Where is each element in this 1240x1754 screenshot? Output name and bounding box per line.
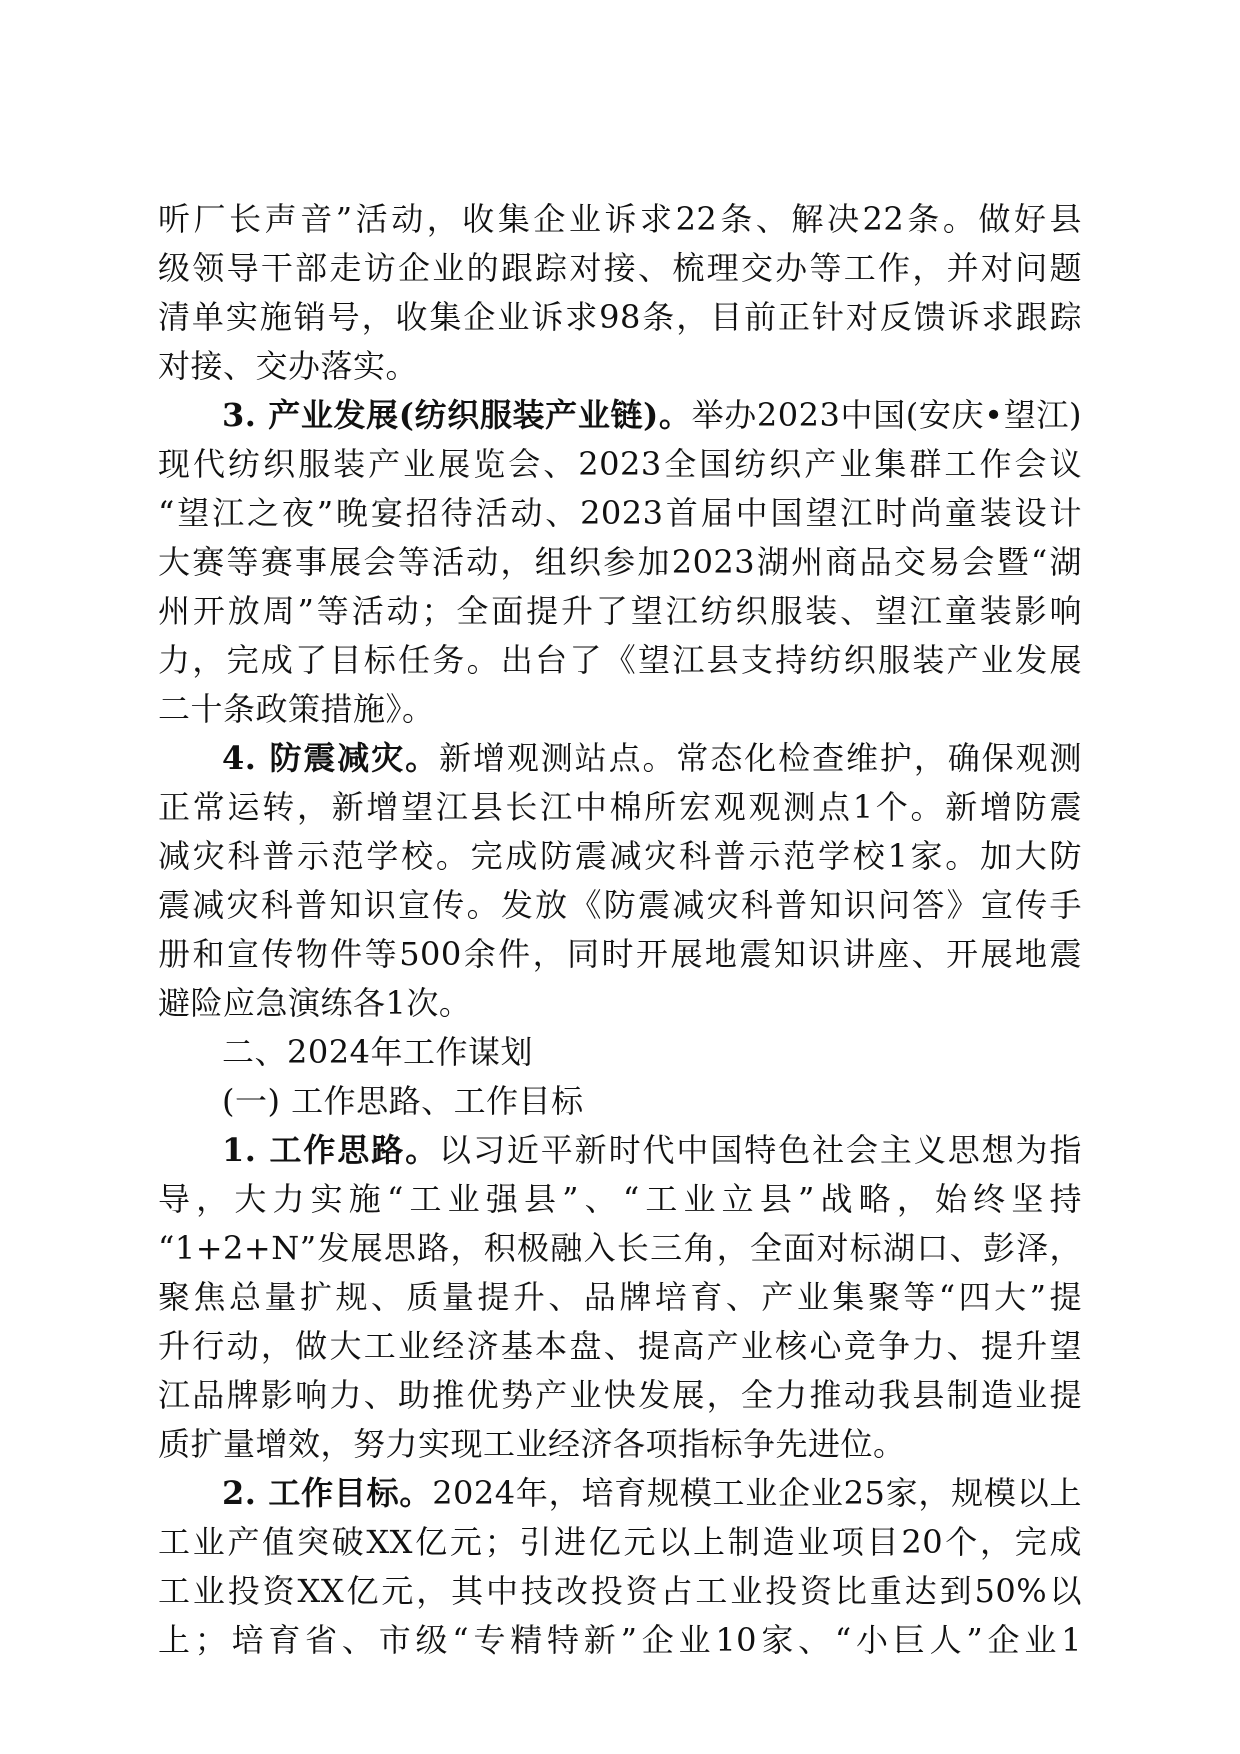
- text-line: [158, 1126, 1082, 1175]
- text-line: 导，大力实施“工业强县”、“工业立县”战略，始终坚持: [158, 1180, 1082, 1218]
- text-line: 聚焦总量扩规、质量提升、品牌培育、产业集聚等“四大”提: [158, 1278, 1082, 1316]
- text-line: 江品牌影响力、助推优势产业快发展，全力推动我县制造业提: [158, 1376, 1082, 1414]
- paragraph-enterprise-appeals: [158, 195, 1082, 391]
- text-line: 震减灾科普知识宣传。发放《防震减灾科普知识问答》宣传手: [158, 886, 1082, 924]
- paragraph-earthquake-prevention: [158, 734, 1082, 1028]
- text-line: 减灾科普示范学校。完成防震减灾科普示范学校1家。加大防: [158, 837, 1082, 875]
- document-page: [158, 195, 1082, 1665]
- text-line: 大赛等赛事展会等活动，组织参加2023湖州商品交易会暨“湖: [158, 543, 1082, 581]
- paragraph-work-approach: [158, 1126, 1082, 1469]
- text-line: 力，完成了目标任务。出台了《望江县支持纺织服装产业发展: [158, 641, 1082, 679]
- text-line: [158, 1469, 1082, 1518]
- text-line: [158, 734, 1082, 783]
- item-heading: 1. 工作思路。: [222, 1131, 440, 1169]
- item-text: 2024年，培育规模工业企业25家，规模以上: [432, 1474, 1082, 1512]
- item-text: 举办2023中国(安庆•望江): [691, 396, 1082, 434]
- text-line: 清单实施销号，收集企业诉求98条，目前正针对反馈诉求跟踪: [158, 298, 1082, 336]
- item-heading: 4. 防震减灾。: [222, 739, 440, 777]
- item-heading: 3. 产业发展(纺织服装产业链)。: [222, 396, 692, 434]
- text-line: 州开放周”等活动；全面提升了望江纺织服装、望江童装影响: [158, 592, 1082, 630]
- text-line: 工业投资XX亿元，其中技改投资占工业投资比重达到50%以: [158, 1572, 1082, 1610]
- text-line: 工业产值突破XX亿元；引进亿元以上制造业项目20个，完成: [158, 1523, 1082, 1561]
- subsection-heading: [158, 1077, 1082, 1126]
- text-line: 二十条政策措施》。: [158, 690, 435, 728]
- text-line: 质扩量增效，努力实现工业经济各项指标争先进位。: [158, 1425, 906, 1463]
- text-line: 避险应急演练各1次。: [158, 984, 472, 1022]
- text-line: 对接、交办落实。: [158, 347, 419, 385]
- paragraph-industry-development: [158, 391, 1082, 734]
- item-text: 新增观测站点。常态化检查维护，确保观测: [439, 739, 1082, 777]
- text-line: 上；培育省、市级“专精特新”企业10家、“小巨人”企业1: [158, 1621, 1082, 1659]
- text-line: “1+2+N”发展思路，积极融入长三角，全面对标湖口、彭泽，: [158, 1229, 1082, 1267]
- text-line: 听厂长声音”活动，收集企业诉求22条、解决22条。做好县: [158, 200, 1082, 238]
- paragraph-work-goals: [158, 1469, 1082, 1665]
- text-line: 册和宣传物件等500余件，同时开展地震知识讲座、开展地震: [158, 935, 1082, 973]
- section-title: 二、2024年工作谋划: [222, 1033, 533, 1071]
- text-line: 升行动，做大工业经济基本盘、提高产业核心竞争力、提升望: [158, 1327, 1082, 1365]
- text-line: 级领导干部走访企业的跟踪对接、梳理交办等工作，并对问题: [158, 249, 1082, 287]
- subsection-title: (一) 工作思路、工作目标: [222, 1082, 584, 1120]
- item-text: 以习近平新时代中国特色社会主义思想为指: [439, 1131, 1082, 1169]
- text-line: 正常运转，新增望江县长江中棉所宏观观测点1个。新增防震: [158, 788, 1082, 826]
- item-heading: 2. 工作目标。: [222, 1474, 433, 1512]
- text-line: 现代纺织服装产业展览会、2023全国纺织产业集群工作会议: [158, 445, 1082, 483]
- text-line: [158, 391, 1082, 440]
- section-heading-2024-plan: [158, 1028, 1082, 1077]
- text-line: “望江之夜”晚宴招待活动、2023首届中国望江时尚童装设计: [158, 494, 1082, 532]
